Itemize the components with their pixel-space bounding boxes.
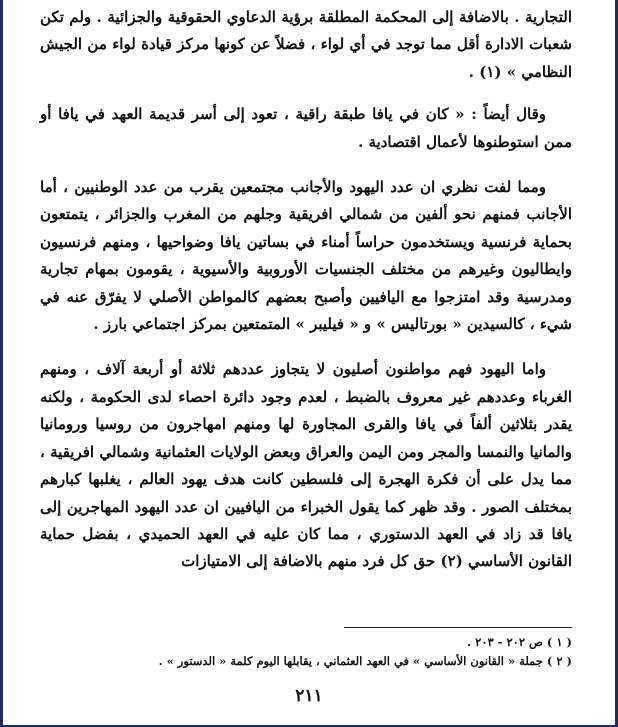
footnote-1: ( ١ ) ص ٢٠٢ - ٢٠٣ . xyxy=(467,635,572,649)
footnote-2: ( ٢ ) جملة « القانون الأساسي » في العهد العثماني ، يقابلها اليوم كلمة « الدستور » . xyxy=(158,654,572,668)
footnotes xyxy=(40,633,572,671)
body-text xyxy=(40,4,572,576)
page-number: ٢١١ xyxy=(295,686,323,706)
paragraph-4: واما اليهود فهم مواطنون أصليون لا يتجاوز عددهم ثلاثة أو أربعة آلاف ، ومنهم الغرباء وعددهم غير معروف بالضبط ، لعدم وجود دائرة احصاء لدى الحكومة ، ولكنه يقدر بثلاثين ألفاً في يافا والقرى المجاورة لها ومنهم امهاجرون من روسيا ورومانيا والمانيا والنمسا والمجر ومن اليمن والعراق وبعض الولايات العثمانية وشمالي افريقية ، مما يدل على أن فكرة الهجرة إلى فلسطين كانت هدف يهود العالم ، يغلبها كبارهم بمختلف الصور . وقد ظهر كما يقول الخبراء من اليافيين ان عدد اليهود المهاجرين إلى يافا قد زاد في العهد الدستوري ، مما كان عليه في العهد الحميدي ، بفضل حماية القانون الأساسي (٢) حق كل فرد منهم بالاضافة إلى الامتيازات xyxy=(40,360,572,571)
paragraph-3: ومما لفت نظري ان عدد اليهود والأجانب مجتمعين يقرب من عدد الوطنيين ، أما الأجانب فمنهم نحو ألفين من شمالي افريقية وجلهم من المغرب والجزائر ، يتمتعون بحماية فرنسية ويستخدمون حراساً أمناء في بساتين يافا وضواحيها ، ومنهم فرنسيون وايطاليون وغيرهم من مختلف الجنسيات الأوروبية والأسيوية ، يقومون بمهام تجارية ومدرسية وقد امتزجوا مع اليافيين وأصبح بعضهم كالمواطن الأصلي لا يفرّق عنه في شيء ، كالسيدين « بورتاليس » و « فيليبر » المتمتعين بمركز اجتماعي بارز . xyxy=(40,178,572,334)
paragraph-1: التجارية . بالاضافة إلى المحكمة المطلقة برؤية الدعاوي الحقوقية والجزائية . ولم تكن شعبات الادارة أقل مما توجد في أي لواء ، فضلاً عن كونها مركز قيادة لواء من الجيش النظامي » (١) . xyxy=(40,8,572,81)
paragraph-spacer xyxy=(40,86,572,101)
paragraph-2: وقال أيضاً : « كان في يافا طبقة راقية ، تعود إلى أسر قديمة العهد في يافا أو ممن استوطنوها لأعمال اقتصادية . xyxy=(40,105,572,151)
paragraph-spacer xyxy=(40,156,572,174)
paragraph-spacer xyxy=(40,338,572,356)
footnote-separator xyxy=(344,627,572,628)
